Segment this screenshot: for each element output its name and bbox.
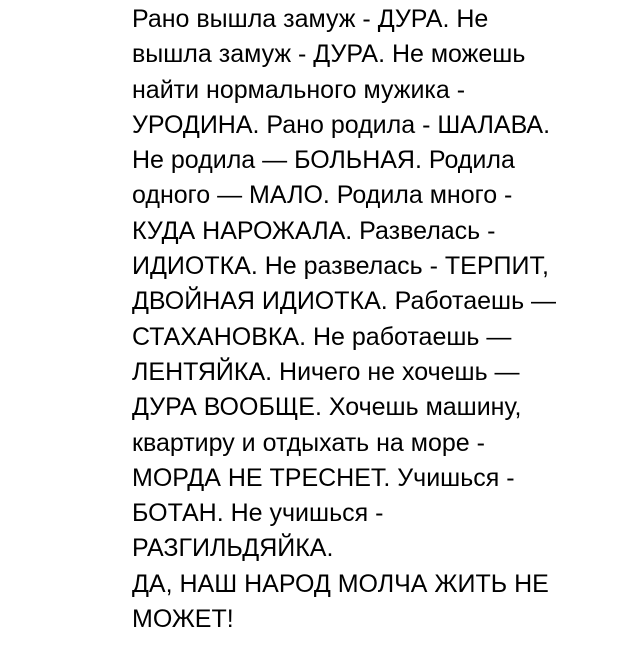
text-line: МОЖЕТ! [132,605,234,634]
text-line: Рано вышла замуж - ДУРА. Не [132,5,489,33]
text-line: КУДА НАРОЖАЛА. Развелась - [132,216,496,245]
text-block [132,2,632,637]
text-line: РАЗГИЛЬДЯЙКА. [132,534,334,563]
text-line: СТАХАНОВКА. Не работаешь — [132,322,512,351]
text-line: Не родила — БОЛЬНАЯ. Родила [132,146,515,175]
text-line: найти нормального мужика - [132,75,466,104]
text-line: ЛЕНТЯЙКА. Ничего не хочешь — [132,357,520,386]
text-line: вышла замуж - ДУРА. Не можешь [132,40,526,69]
text-line: ИДИОТКА. Не развелась - ТЕРПИТ, [132,252,549,281]
text-line: УРОДИНА. Рано родила - ШАЛАВА. [132,110,551,139]
text-line: ДВОЙНАЯ ИДИОТКА. Работаешь — [132,287,557,316]
text-line: квартиру и отдыхать на море - [132,428,485,457]
text-line: одного — МАЛО. Родила много - [132,181,513,210]
text-line: ДУРА ВООБЩЕ. Хочешь машину, [132,393,522,422]
text-line: БОТАН. Не учишься - [132,499,384,528]
text-line: ДА, НАШ НАРОД МОЛЧА ЖИТЬ НЕ [132,569,549,598]
text-line: МОРДА НЕ ТРЕСНЕТ. Учишься - [132,463,515,492]
